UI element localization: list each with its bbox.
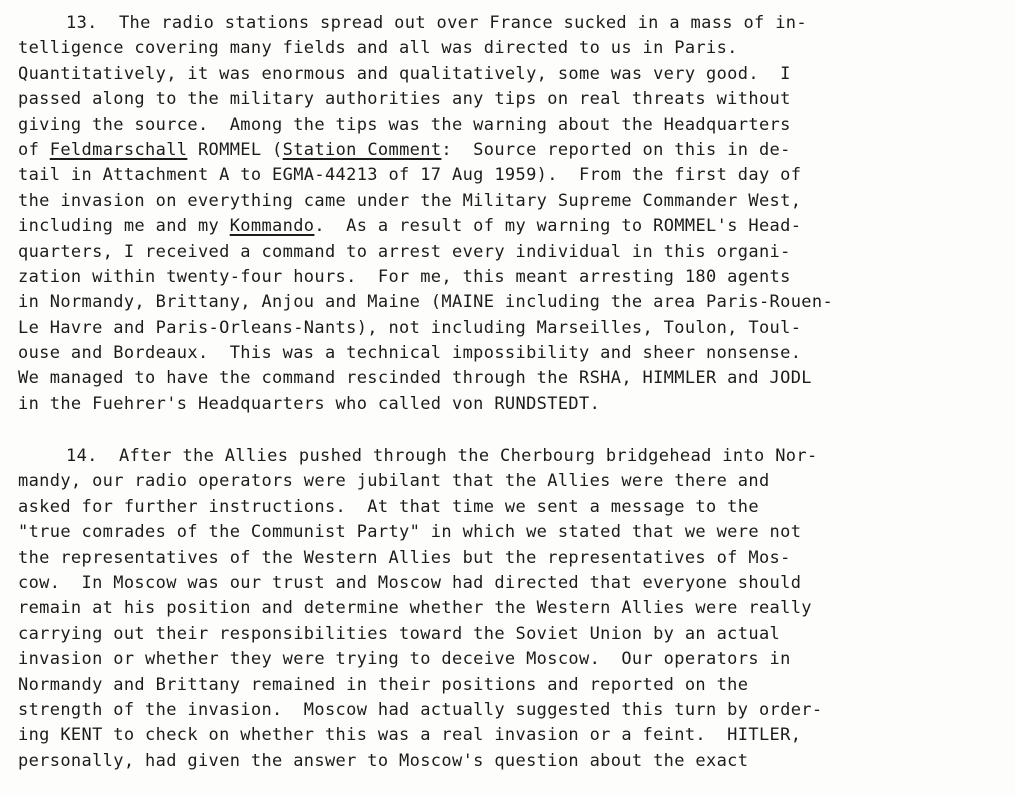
paragraph-number: 13. <box>66 13 98 33</box>
paragraph-line: Le Havre and Paris-Orleans-Nants), not including Marseilles, Toulon, Toul- <box>18 317 802 338</box>
underlined-term: Station Comment <box>282 139 442 160</box>
paragraph-line: ing KENT to check on whether this was a real invasion or a feint. HITLER, <box>18 725 802 746</box>
paragraph-line: zation within twenty-four hours. For me, this meant arresting 180 agents <box>18 266 791 287</box>
paragraph-line: We managed to have the command rescinded through the RSHA, HIMMLER and JODL <box>18 368 812 389</box>
paragraph-line: mandy, our radio operators were jubilant that the Allies were there and <box>18 471 770 492</box>
paragraph-line: giving the source. Among the tips was the warning about the Headquarters <box>18 114 791 135</box>
paragraph-line: 13. The radio stations spread out over France sucked in a mass of in- <box>66 13 807 33</box>
paragraph-line: 14. After the Allies pushed through the Cherbourg bridgehead into Nor- <box>66 446 818 466</box>
paragraph-line: cow. In Moscow was our trust and Moscow had directed that everyone should <box>18 572 802 593</box>
paragraph-line: passed along to the military authorities any tips on real threats without <box>18 89 791 110</box>
paragraph-line: of Feldmarschall ROMMEL (Station Comment: Source reported on this in de- <box>18 139 791 160</box>
paragraph-line: in Normandy, Brittany, Anjou and Maine (MAINE including the area Paris-Rouen- <box>18 292 834 313</box>
paragraph-line: Normandy and Brittany remained in their positions and reported on the <box>18 674 749 695</box>
paragraph-line: personally, had given the answer to Moscow's question about the exact <box>18 750 749 771</box>
paragraph-line: carrying out their responsibilities toward the Soviet Union by an actual <box>18 623 781 644</box>
paragraph-line: Quantitatively, it was enormous and qualitatively, some was very good. I <box>18 63 791 84</box>
underlined-term: Feldmarschall <box>49 139 188 160</box>
paragraph-line: telligence covering many fields and all was directed to us in Paris. <box>18 38 738 59</box>
paragraph-line: quarters, I received a command to arrest every individual in this organi- <box>18 241 791 262</box>
paragraph-line: "true comrades of the Communist Party" in which we stated that we were not <box>18 522 802 543</box>
paragraph-line: in the Fuehrer's Headquarters who called von RUNDSTEDT. <box>18 393 601 414</box>
paragraph-number: 14. <box>66 446 98 466</box>
paragraph-line: invasion or whether they were trying to deceive Moscow. Our operators in <box>18 649 791 670</box>
paragraph-line: the representatives of the Western Allies but the representatives of Mos- <box>18 547 791 568</box>
paragraph-line: remain at his position and determine whether the Western Allies were really <box>18 598 812 619</box>
underlined-term: Kommando <box>229 216 315 237</box>
paragraph-line: asked for further instructions. At that time we sent a message to the <box>18 496 759 517</box>
paragraph-line: strength of the invasion. Moscow had actually suggested this turn by order- <box>18 699 823 720</box>
paragraph-14 <box>18 444 1008 774</box>
paragraph-line: ouse and Bordeaux. This was a technical impossibility and sheer nonsense. <box>18 343 802 364</box>
paragraph-line: including me and my Kommando. As a result of my warning to ROMMEL's Head- <box>18 216 802 237</box>
paragraph-line: the invasion on everything came under the Military Supreme Commander West, <box>18 190 802 211</box>
paragraph-line: tail in Attachment A to EGMA-44213 of 17 Aug 1959). From the first day of <box>18 165 802 186</box>
paragraph-13 <box>18 11 1008 417</box>
